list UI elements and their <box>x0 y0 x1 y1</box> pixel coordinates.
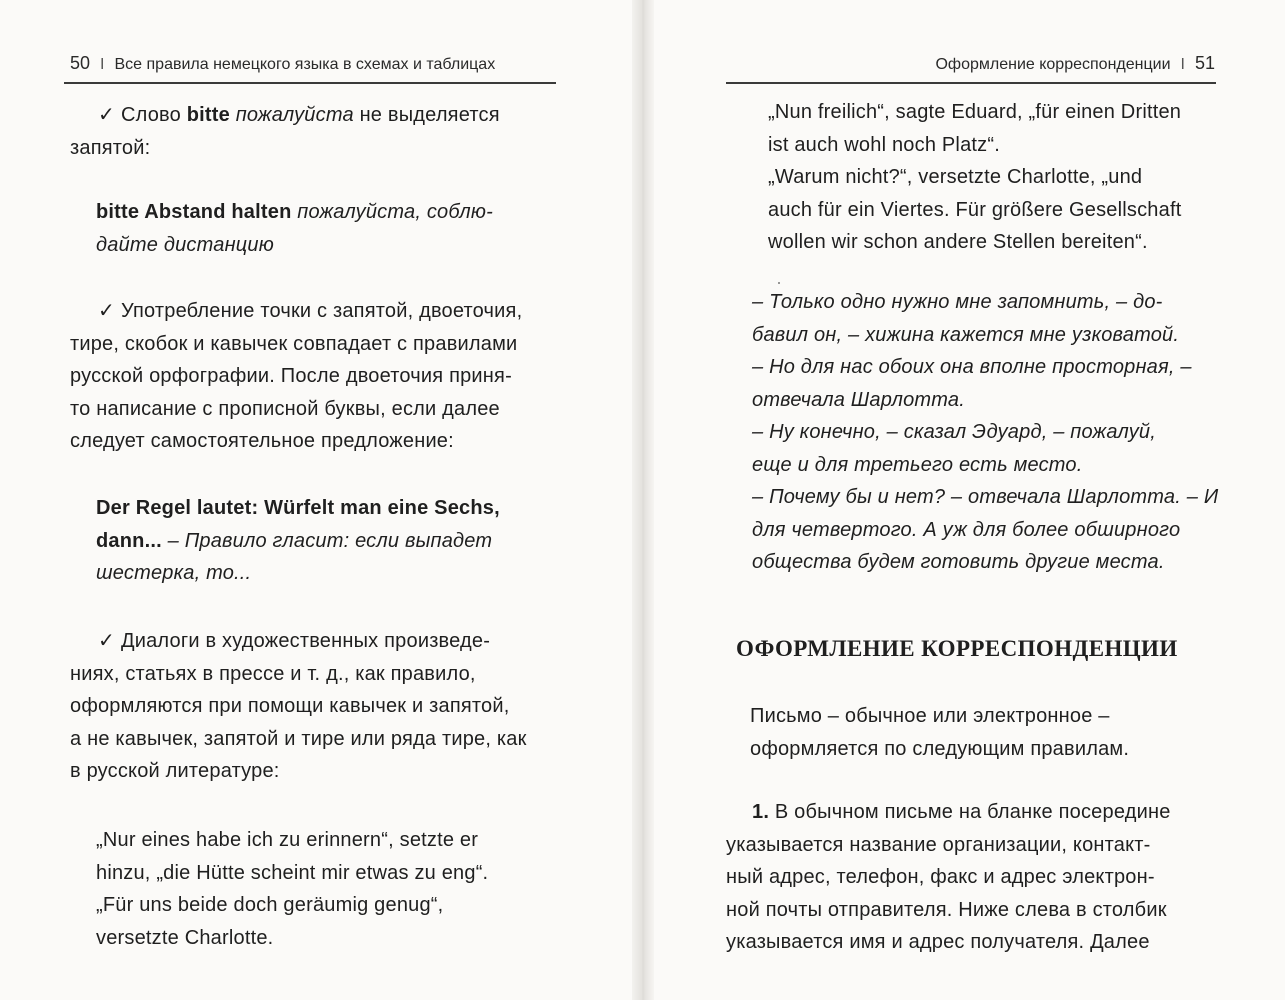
check-mark-icon: ✓ <box>98 298 115 322</box>
left-header-separator: I <box>100 56 105 73</box>
right-header-title: Оформление корреспонденции <box>935 56 1171 73</box>
punctuation-rule-paragraph: ✓ Употребление точки с запятой, двоеточия, тире, скобок и кавычек совпадает с правилами русской орфографии. После двоеточия приня- то написание с прописной буквы, если далее следует самостоятельное предложение: <box>70 298 523 452</box>
intro-paragraph: Письмо – обычное или электронное – оформляется по следующим правилам. <box>750 705 1130 760</box>
left-header-title: Все правила немецкого языка в схемах и таблицах <box>114 56 496 73</box>
check-mark-icon: ✓ <box>98 628 115 652</box>
right-header-rule <box>726 82 1216 84</box>
bitte-rule-paragraph: ✓ Слово bitte пожалуйста не выделяется запятой: <box>70 102 500 159</box>
left-page-number: 50 <box>70 53 91 73</box>
right-page <box>654 0 1285 1000</box>
regel-example: Der Regel lautet: Würfelt man eine Sechs, dann... – Правило гласит: если выпадет шестерка, то... <box>96 497 500 584</box>
right-page-header <box>935 50 1215 76</box>
rule-1-number: 1. <box>752 801 770 823</box>
right-header-separator: I <box>1180 56 1185 73</box>
left-page-header <box>70 50 495 76</box>
german-quote-part2: „Nun freilich“, sagte Eduard, „für einen Dritten ist auch wohl noch Platz“. „Warum nicht?“, versetzte Charlotte, „und auch für ein Viertes. Für größere Gesellschaft wollen wir schon andere Stellen bereiten“. <box>768 101 1182 253</box>
section-heading: ОФОРМЛЕНИЕ КОРРЕСПОНДЕНЦИИ <box>736 636 1178 661</box>
russian-translation: – Только одно нужно мне запомнить, – до- бавил он, – хижина кажется мне узковатой. – Но для нас обоих она вполне просторная, – отвечала Шарлотта. – Ну конечно, – сказал Эдуард, – пожалуй, еще и для третьего есть место. – Почему бы и нет? – отвечала Шарлотта. – И для четвертого. А уж для более обширного общества будем готовить другие места. <box>752 291 1219 573</box>
dialog-rule-paragraph: ✓ Диалоги в художественных произведе- ниях, статьях в прессе и т. д., как правило, оформляются при помощи кавычек и запятой, а не кавычек, запятой и тире или ряда тире, как в русской литературе: <box>70 628 527 782</box>
left-page <box>0 0 632 1000</box>
check-mark-icon: ✓ <box>98 102 115 126</box>
left-header-rule <box>64 82 556 84</box>
rule-1-paragraph: 1. В обычном письме на бланке посередине указывается название организации, контакт- ный адрес, телефон, факс и адрес электрон- ной почты отправителя. Ниже слева в столбик указывается имя и адрес получателя. Далее <box>726 801 1171 953</box>
right-page-number: 51 <box>1194 53 1215 73</box>
german-quote-part1: „Nur eines habe ich zu erinnern“, setzte er hinzu, „die Hütte scheint mir etwas zu eng“. „Für uns beide doch geräumig genug“, versetzte Charlotte. <box>96 829 489 949</box>
book-gutter <box>632 0 654 1000</box>
bitte-example: bitte Abstand halten пожалуйста, соблю- дайте дистанцию <box>96 201 493 256</box>
print-speck <box>778 282 780 284</box>
